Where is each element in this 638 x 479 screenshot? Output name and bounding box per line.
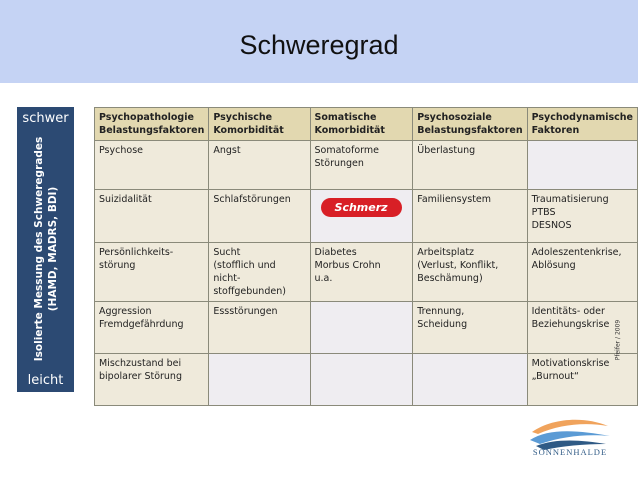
table-row bbox=[95, 190, 638, 243]
table-cell: Persönlichkeits- störung bbox=[95, 243, 209, 302]
table-cell: Essstörungen bbox=[209, 302, 310, 354]
table-cell: Diabetes Morbus Crohn u.a. bbox=[310, 243, 413, 302]
schmerz-badge: Schmerz bbox=[321, 198, 402, 217]
table-header-cell: Psychopathologie Belastungsfaktoren bbox=[95, 108, 209, 141]
table-header-cell: Psychodynamische Faktoren bbox=[527, 108, 637, 141]
table-cell: Aggression Fremdgefährdung bbox=[95, 302, 209, 354]
table-cell: Traumatisierung PTBS DESNOS bbox=[527, 190, 637, 243]
slide-title: Schweregrad bbox=[239, 30, 399, 60]
table-header-cell: Somatische Komorbidität bbox=[310, 108, 413, 141]
table-cell: Trennung, Scheidung bbox=[413, 302, 527, 354]
table-cell: Somatoforme Störungen bbox=[310, 141, 413, 190]
table-row bbox=[95, 243, 638, 302]
table-cell: Identitäts- oder Beziehungskrise bbox=[527, 302, 637, 354]
table-cell: Schlafstörungen bbox=[209, 190, 310, 243]
table-cell: Überlastung bbox=[413, 141, 527, 190]
severity-axis-label bbox=[32, 137, 60, 361]
table-cell bbox=[310, 302, 413, 354]
severity-axis-line1: Isolierte Messung des Schweregrades bbox=[32, 136, 45, 362]
table-cell bbox=[527, 141, 637, 190]
severity-axis-line2: (HAMD, MADRS, BDI) bbox=[46, 186, 59, 312]
table-header-cell: Psychische Komorbidität bbox=[209, 108, 310, 141]
table-cell: Suizidalität bbox=[95, 190, 209, 243]
table-cell: Psychose bbox=[95, 141, 209, 190]
slide-header bbox=[0, 0, 638, 83]
table-cell: Motivationskrise „Burnout“ bbox=[527, 354, 637, 406]
severity-label-low: leicht bbox=[27, 373, 64, 388]
table-cell-badge bbox=[310, 190, 413, 243]
table-cell bbox=[209, 354, 310, 406]
table-row bbox=[95, 354, 638, 406]
table-header-row bbox=[95, 108, 638, 141]
table-cell: Mischzustand bei bipolarer Störung bbox=[95, 354, 209, 406]
factors-table bbox=[94, 107, 638, 406]
table-header-cell: Psychosoziale Belastungsfaktoren bbox=[413, 108, 527, 141]
severity-label-high: schwer bbox=[22, 111, 69, 126]
severity-sidebar bbox=[17, 107, 74, 392]
severity-axis bbox=[17, 135, 74, 363]
table-cell bbox=[413, 354, 527, 406]
table-cell bbox=[310, 354, 413, 406]
logo-wordmark: SONNENHALDE bbox=[532, 447, 608, 457]
table-row bbox=[95, 141, 638, 190]
table-cell: Arbeitsplatz (Verlust, Konflikt, Beschämung) bbox=[413, 243, 527, 302]
author-credit bbox=[612, 300, 624, 380]
table-row bbox=[95, 302, 638, 354]
table-cell: Adoleszentenkrise, Ablösung bbox=[527, 243, 637, 302]
table-cell: Sucht (stofflich und nicht- stoffgebunden) bbox=[209, 243, 310, 302]
table-cell: Angst bbox=[209, 141, 310, 190]
table-cell: Familiensystem bbox=[413, 190, 527, 243]
author-credit-text: Pfeifer / 2009 bbox=[614, 319, 622, 361]
